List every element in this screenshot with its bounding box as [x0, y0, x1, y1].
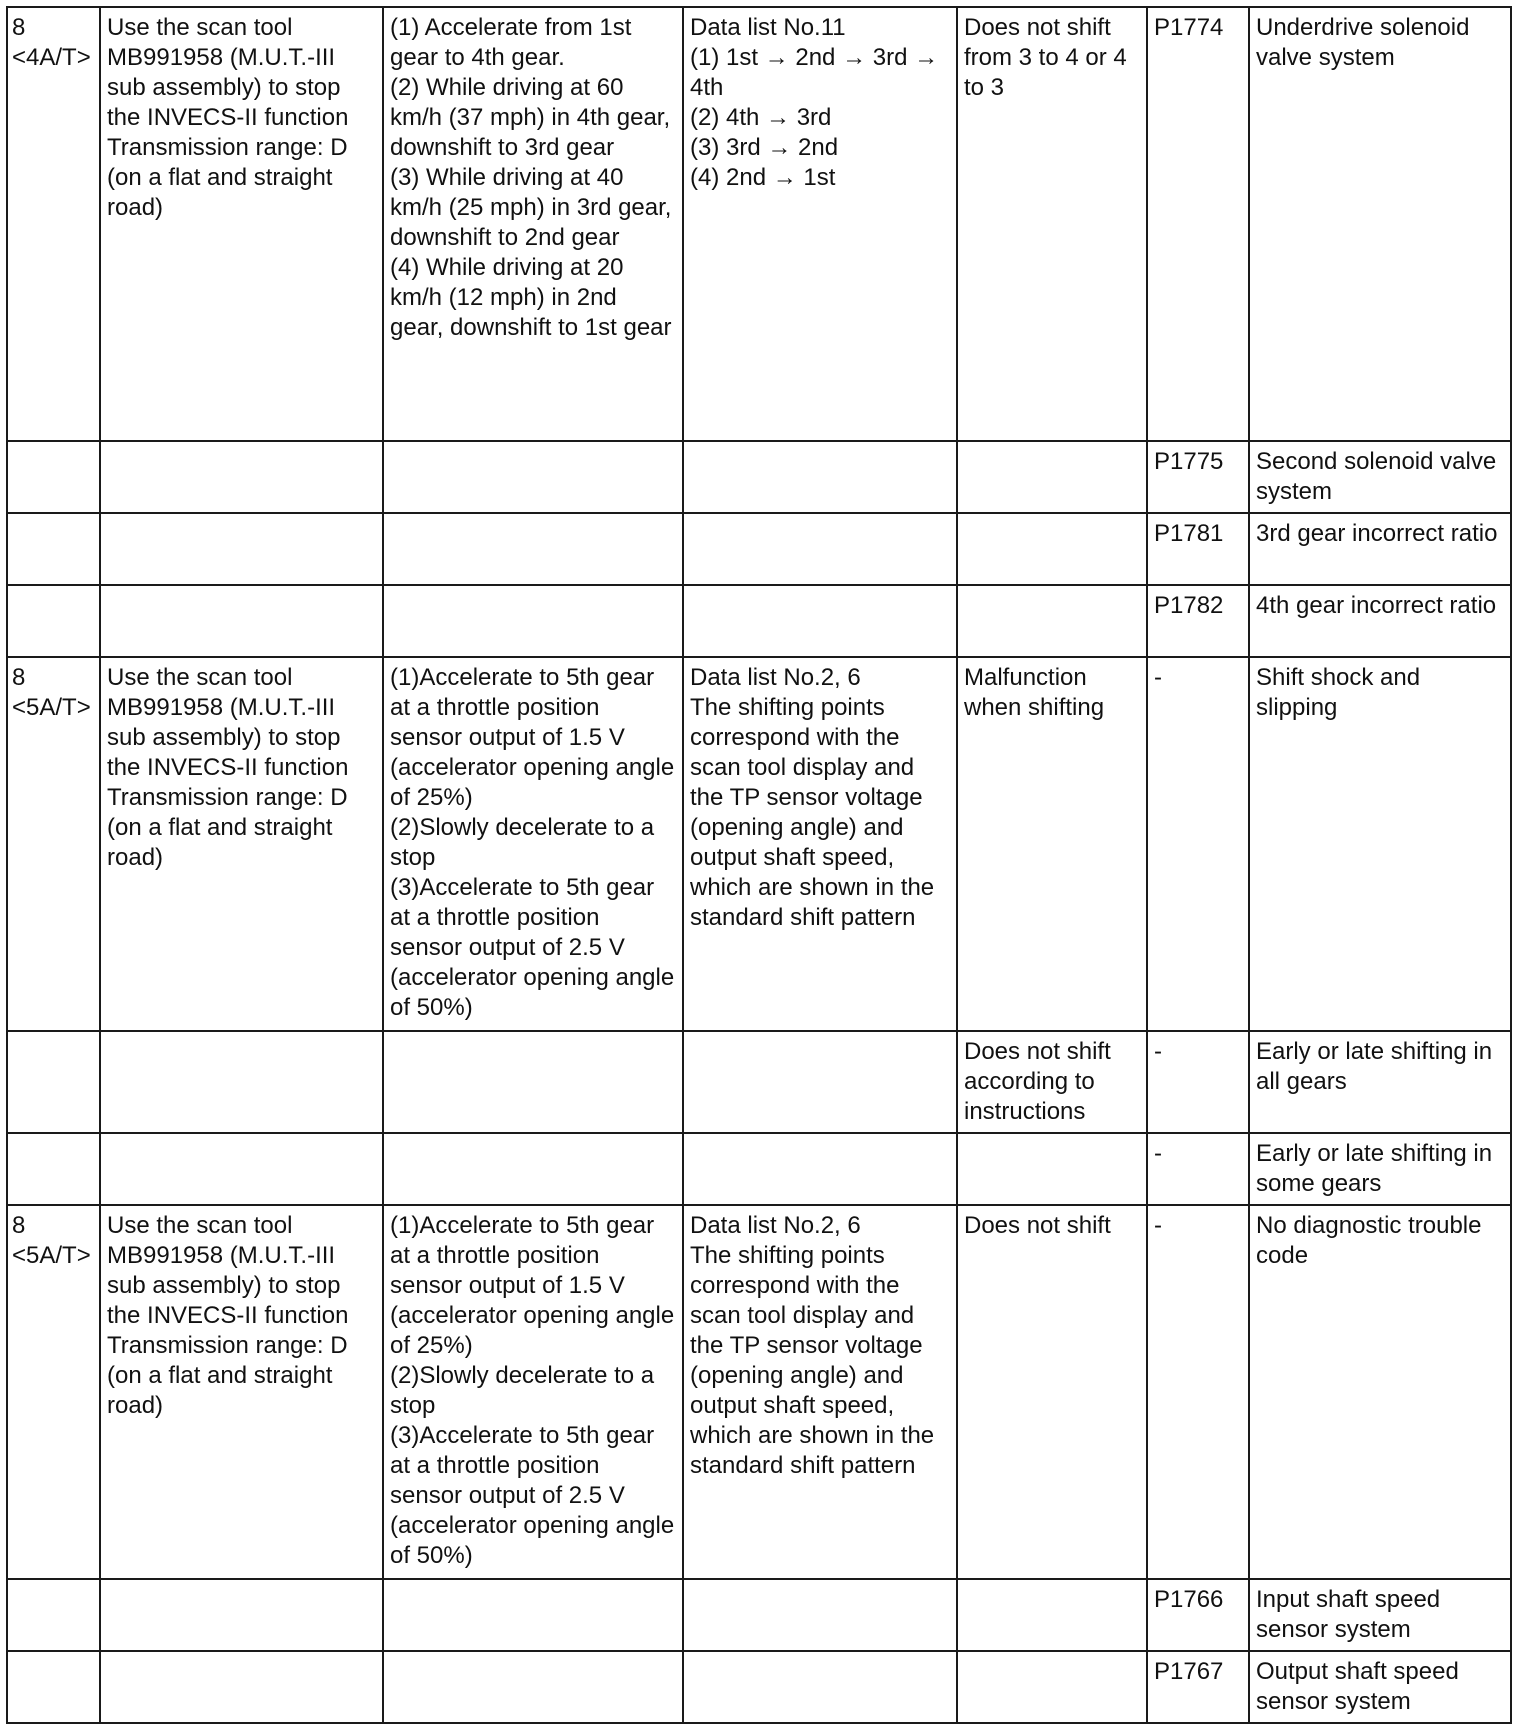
probable-cause-text: Input shaft speed sensor system — [1256, 1586, 1441, 1643]
trouble-code-cell — [1147, 1579, 1249, 1651]
probable-cause-cell — [1249, 1133, 1511, 1205]
symptom-text: Does not shift — [964, 1212, 1111, 1239]
table-row — [7, 1579, 1511, 1651]
procedure-cell — [100, 441, 383, 513]
check-item-text: (1) 1st → 2nd → 3rd → 4th — [690, 44, 939, 101]
procedure-cell — [100, 1651, 383, 1723]
trouble-code-text: P1775 — [1154, 448, 1224, 475]
procedure-text: Transmission range: D (on a flat and straight road) — [107, 134, 348, 221]
trouble-code-cell — [1147, 1651, 1249, 1723]
probable-cause-text: 3rd gear incorrect ratio — [1256, 520, 1498, 547]
check-item-text: The shifting points correspond with the scan tool display and the TP sensor voltage (opening angle) and output shaft speed, which are shown in the standard shift pattern — [690, 1242, 935, 1479]
trouble-code-text: P1774 — [1154, 14, 1224, 41]
test-conditions-text: (3)Accelerate to 5th gear at a throttle position sensor output of 2.5 V (accelerator opening angle of 50%) — [390, 874, 675, 1021]
step-cell — [7, 1133, 100, 1205]
step-text: <5A/T> — [12, 694, 91, 721]
step-text: 8 — [12, 14, 26, 41]
symptom-text: Malfunction when shifting — [964, 664, 1105, 721]
test-conditions-text: (3)Accelerate to 5th gear at a throttle position sensor output of 2.5 V (accelerator opening angle of 50%) — [390, 1422, 675, 1569]
test-conditions-cell — [383, 1031, 683, 1133]
procedure-cell — [100, 1205, 383, 1579]
trouble-code-text: - — [1154, 1212, 1162, 1239]
probable-cause-cell — [1249, 1205, 1511, 1579]
test-conditions-text: (2)Slowly decelerate to a stop — [390, 1362, 655, 1419]
test-conditions-text: (2)Slowly decelerate to a stop — [390, 814, 655, 871]
trouble-code-text: P1766 — [1154, 1586, 1224, 1613]
trouble-code-cell — [1147, 585, 1249, 657]
trouble-code-cell — [1147, 657, 1249, 1031]
probable-cause-cell — [1249, 1579, 1511, 1651]
check-item-cell — [683, 1031, 957, 1133]
step-text: 8 — [12, 664, 26, 691]
step-cell — [7, 7, 100, 441]
test-conditions-cell — [383, 1133, 683, 1205]
probable-cause-cell — [1249, 1651, 1511, 1723]
step-cell — [7, 1651, 100, 1723]
trouble-code-text: - — [1154, 1140, 1162, 1167]
symptom-cell — [957, 1031, 1147, 1133]
symptom-cell — [957, 585, 1147, 657]
step-text: 8 — [12, 1212, 26, 1239]
step-cell — [7, 657, 100, 1031]
step-text: <5A/T> — [12, 1242, 91, 1269]
probable-cause-cell — [1249, 513, 1511, 585]
procedure-cell — [100, 1133, 383, 1205]
test-conditions-text: (3) While driving at 40 km/h (25 mph) in 3rd gear, downshift to 2nd gear — [390, 164, 672, 251]
table-row — [7, 1205, 1511, 1579]
procedure-cell — [100, 585, 383, 657]
check-item-text: Data list No.2, 6 — [690, 1212, 861, 1239]
symptom-cell — [957, 441, 1147, 513]
symptom-cell — [957, 1579, 1147, 1651]
table-row — [7, 441, 1511, 513]
probable-cause-text: Early or late shifting in some gears — [1256, 1140, 1493, 1197]
probable-cause-text: Shift shock and slipping — [1256, 664, 1421, 721]
check-item-cell — [683, 1579, 957, 1651]
procedure-cell — [100, 1579, 383, 1651]
check-item-text: Data list No.2, 6 — [690, 664, 861, 691]
check-item-cell — [683, 513, 957, 585]
test-conditions-cell — [383, 441, 683, 513]
check-item-cell — [683, 585, 957, 657]
table-row — [7, 1133, 1511, 1205]
table-row — [7, 513, 1511, 585]
symptom-cell — [957, 1205, 1147, 1579]
check-item-text: (3) 3rd → 2nd — [690, 134, 839, 161]
probable-cause-cell — [1249, 657, 1511, 1031]
symptom-text: Does not shift from 3 to 4 or 4 to 3 — [964, 14, 1127, 101]
table-row — [7, 1651, 1511, 1723]
procedure-text: Use the scan tool MB991958 (M.U.T.-III sub assembly) to stop the INVECS-II function — [107, 664, 349, 781]
probable-cause-cell — [1249, 585, 1511, 657]
procedure-cell — [100, 7, 383, 441]
test-conditions-text: (2) While driving at 60 km/h (37 mph) in 4th gear, downshift to 3rd gear — [390, 74, 671, 161]
trouble-code-cell — [1147, 441, 1249, 513]
test-conditions-cell — [383, 7, 683, 441]
step-cell — [7, 441, 100, 513]
trouble-code-text: P1782 — [1154, 592, 1224, 619]
test-conditions-text: (1) Accelerate from 1st gear to 4th gear. — [390, 14, 632, 71]
trouble-code-cell — [1147, 7, 1249, 441]
test-conditions-text: (1)Accelerate to 5th gear at a throttle position sensor output of 1.5 V (accelerator opening angle of 25%) — [390, 1212, 675, 1359]
procedure-text: Transmission range: D (on a flat and straight road) — [107, 784, 348, 871]
check-item-text: (4) 2nd → 1st — [690, 164, 836, 191]
trouble-code-cell — [1147, 1031, 1249, 1133]
probable-cause-text: Output shaft speed sensor system — [1256, 1658, 1459, 1715]
probable-cause-text: 4th gear incorrect ratio — [1256, 592, 1497, 619]
procedure-text: Use the scan tool MB991958 (M.U.T.-III sub assembly) to stop the INVECS-II function — [107, 14, 349, 131]
test-conditions-cell — [383, 1205, 683, 1579]
test-conditions-cell — [383, 657, 683, 1031]
step-cell — [7, 1205, 100, 1579]
trouble-code-text: - — [1154, 664, 1162, 691]
procedure-cell — [100, 513, 383, 585]
probable-cause-text: Second solenoid valve system — [1256, 448, 1497, 505]
trouble-code-text: P1767 — [1154, 1658, 1224, 1685]
procedure-text: Use the scan tool MB991958 (M.U.T.-III sub assembly) to stop the INVECS-II function — [107, 1212, 349, 1329]
check-item-text: The shifting points correspond with the scan tool display and the TP sensor voltage (opening angle) and output shaft speed, which are shown in the standard shift pattern — [690, 694, 935, 931]
check-item-cell — [683, 1133, 957, 1205]
check-item-text: (2) 4th → 3rd — [690, 104, 832, 131]
trouble-code-text: - — [1154, 1038, 1162, 1065]
step-cell — [7, 1031, 100, 1133]
probable-cause-text: Early or late shifting in all gears — [1256, 1038, 1493, 1095]
symptom-cell — [957, 1133, 1147, 1205]
symptom-cell — [957, 513, 1147, 585]
diagnosis-table — [6, 6, 1512, 1724]
check-item-text: Data list No.11 — [690, 14, 846, 41]
step-text: <4A/T> — [12, 44, 91, 71]
table-row — [7, 7, 1511, 441]
check-item-cell — [683, 1651, 957, 1723]
procedure-text: Transmission range: D (on a flat and straight road) — [107, 1332, 348, 1419]
procedure-cell — [100, 657, 383, 1031]
check-item-cell — [683, 441, 957, 513]
symptom-cell — [957, 657, 1147, 1031]
trouble-code-cell — [1147, 1133, 1249, 1205]
trouble-code-cell — [1147, 513, 1249, 585]
trouble-code-text: P1781 — [1154, 520, 1224, 547]
step-cell — [7, 585, 100, 657]
symptom-cell — [957, 7, 1147, 441]
procedure-cell — [100, 1031, 383, 1133]
test-conditions-cell — [383, 1579, 683, 1651]
symptom-cell — [957, 1651, 1147, 1723]
probable-cause-text: Underdrive solenoid valve system — [1256, 14, 1470, 71]
symptom-text: Does not shift according to instructions — [964, 1038, 1111, 1125]
table-row — [7, 1031, 1511, 1133]
check-item-cell — [683, 657, 957, 1031]
probable-cause-cell — [1249, 441, 1511, 513]
probable-cause-cell — [1249, 1031, 1511, 1133]
step-cell — [7, 1579, 100, 1651]
test-conditions-text: (4) While driving at 20 km/h (12 mph) in 2nd gear, downshift to 1st gear — [390, 254, 672, 341]
check-item-cell — [683, 7, 957, 441]
test-conditions-cell — [383, 513, 683, 585]
step-cell — [7, 513, 100, 585]
test-conditions-cell — [383, 585, 683, 657]
test-conditions-text: (1)Accelerate to 5th gear at a throttle position sensor output of 1.5 V (accelerator opening angle of 25%) — [390, 664, 675, 811]
test-conditions-cell — [383, 1651, 683, 1723]
table-row — [7, 657, 1511, 1031]
check-item-cell — [683, 1205, 957, 1579]
probable-cause-text: No diagnostic trouble code — [1256, 1212, 1482, 1269]
table-row — [7, 585, 1511, 657]
probable-cause-cell — [1249, 7, 1511, 441]
trouble-code-cell — [1147, 1205, 1249, 1579]
